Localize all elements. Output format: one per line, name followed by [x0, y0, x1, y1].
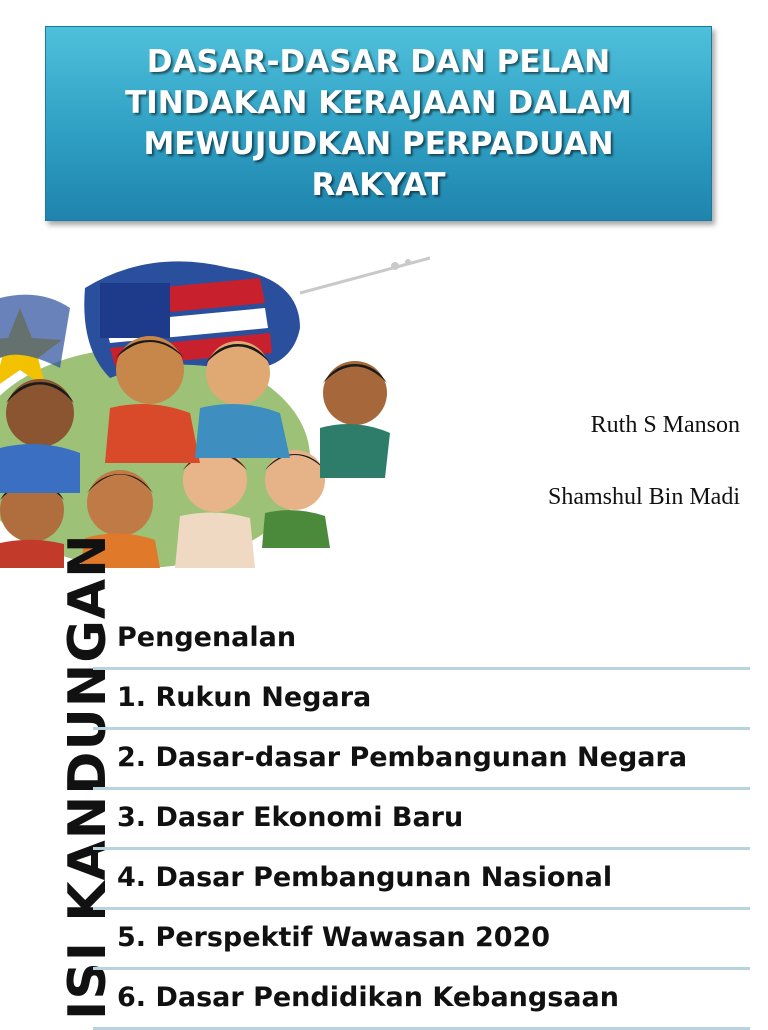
toc-item: 1. Rukun Negara — [93, 670, 750, 730]
contents-slide — [0, 533, 768, 1024]
author-name: Ruth S Manson — [590, 412, 740, 438]
toc-item: 3. Dasar Ekonomi Baru — [93, 790, 750, 850]
children-illustration — [0, 248, 440, 568]
vertical-title: ISI KANDUNGAN — [58, 533, 118, 1020]
toc-item: 4. Dasar Pembangunan Nasional — [93, 850, 750, 910]
toc-item: 6. Dasar Pendidikan Kebangsaan — [93, 970, 750, 1030]
toc-item: Pengenalan — [93, 610, 750, 670]
author-name: Shamshul Bin Madi — [547, 484, 740, 510]
slide-title: DASAR-DASAR DAN PELAN TINDAKAN KERAJAAN DALAM MEWUJUDKAN PERPADUAN RAKYAT — [125, 43, 632, 203]
toc-item: 5. Perspektif Wawasan 2020 — [93, 910, 750, 970]
table-of-contents — [93, 610, 750, 1030]
vertical-title-container — [0, 533, 118, 1024]
title-banner — [45, 26, 712, 221]
toc-item: 2. Dasar-dasar Pembangunan Negara — [93, 730, 750, 790]
